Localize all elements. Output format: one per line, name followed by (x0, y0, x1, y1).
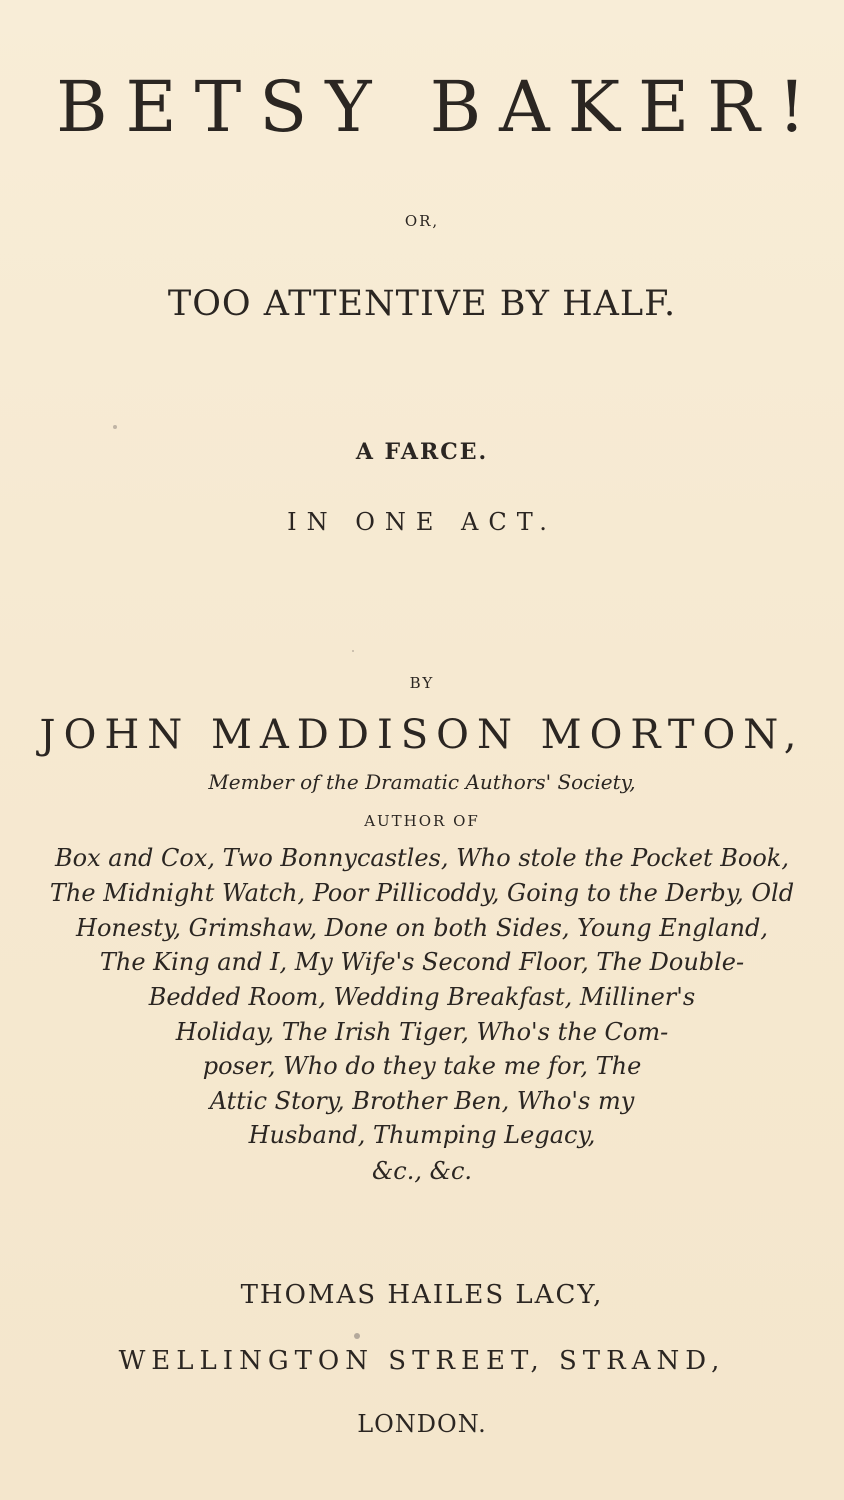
works-line: Box and Cox, Two Bonnycastles, Who stole the Pocket Book, (55, 844, 789, 872)
works-line: Honesty, Grimshaw, Done on both Sides, Young England, (76, 914, 768, 942)
works-line: The Midnight Watch, Poor Pillicoddy, Going to the Derby, Old (49, 879, 795, 907)
works-line: Bedded Room, Wedding Breakfast, Milliner's (148, 983, 696, 1011)
by-label: BY (409, 674, 435, 692)
or-label: OR, (404, 212, 440, 230)
publisher-city: LONDON. (357, 1410, 487, 1438)
publisher-street: WELLINGTON STREET, STRAND, (118, 1346, 726, 1376)
paper-speck (352, 650, 354, 652)
play-subtitle: TOO ATTENTIVE BY HALF. (167, 284, 677, 324)
author-name: JOHN MADDISON MORTON, (39, 712, 805, 758)
author-membership: Member of the Dramatic Authors' Society, (208, 770, 636, 794)
play-title: BETSY BAKER! (56, 66, 824, 148)
paper-speck (354, 1333, 360, 1339)
genre-label: A FARCE. (355, 439, 489, 465)
works-line: Husband, Thumping Legacy, (248, 1121, 596, 1149)
paper-speck (113, 425, 117, 429)
works-line: The King and I, My Wife's Second Floor, The Double- (99, 948, 745, 976)
publisher-name: THOMAS HAILES LACY, (240, 1280, 604, 1310)
works-line: &c., &c. (371, 1157, 473, 1185)
works-line: poser, Who do they take me for, The (202, 1052, 642, 1080)
works-line: Holiday, The Irish Tiger, Who's the Com- (175, 1018, 669, 1046)
works-line: Attic Story, Brother Ben, Who's my (209, 1087, 635, 1115)
author-of-label: AUTHOR OF (364, 812, 480, 830)
acts-label: IN ONE ACT. (287, 508, 557, 536)
